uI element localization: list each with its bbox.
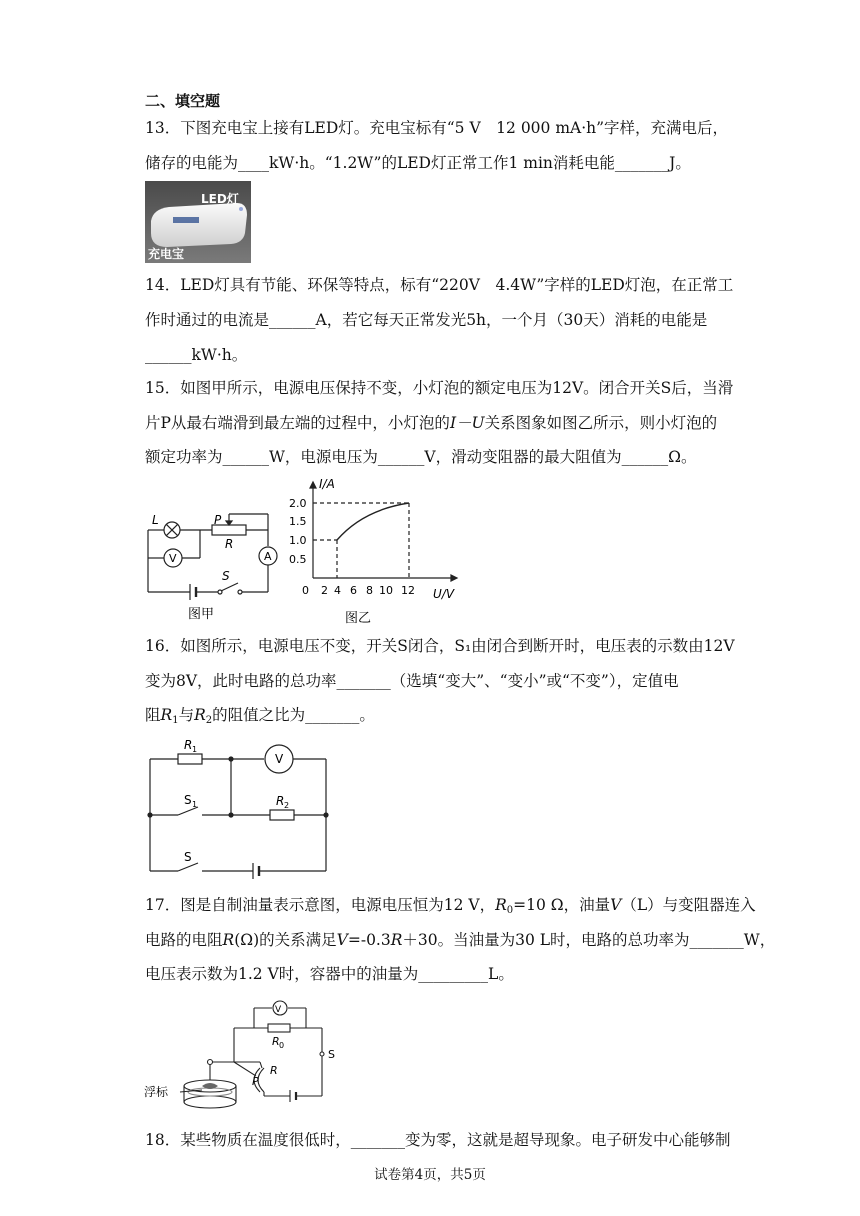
q15-xtick-10: 10 [379, 584, 393, 597]
q17-label-float: 浮标 [144, 1085, 169, 1099]
q17-oil-gauge-figure [140, 992, 360, 1112]
q16-label-V: V [275, 752, 284, 766]
q15-line2: 片P从最右端滑到最左端的过程中，小灯泡的I－U关系图象如图乙所示，则小灯泡的 [145, 414, 718, 432]
q16-line2: 变为8V，此时电路的总功率_______（选填“变大”、“变小”或“不变”），定值电 [145, 672, 679, 690]
q16-label-R2: R [276, 794, 285, 808]
q15-xtick-2: 2 [321, 584, 328, 597]
q13-line1: 13．下图充电宝上接有LED灯。充电宝标有“5 V 12 000 mA·h”字样，充满电后， [145, 119, 729, 137]
q15-graph-ylabel: I/A [319, 477, 335, 491]
q15-ytick-0.5: 0.5 [289, 553, 307, 566]
q15-line3: 额定功率为______W，电源电压为______V，滑动变阻器的最大阻值为______Ω。 [145, 448, 697, 466]
q18-line1: 18．某些物质在温度很低时，_______变为零，这就是超导现象。电子研发中心能够制 [145, 1131, 731, 1149]
q17-label-R0-sub: 0 [279, 1041, 285, 1050]
q16-line1: 16．如图所示，电源电压不变，开关S闭合，S₁由闭合到断开时，电压表的示数由12V [145, 637, 735, 655]
q15-xtick-8: 8 [366, 584, 373, 597]
q16-label-R1: R [184, 738, 193, 752]
q15-ytick-1.0: 1.0 [289, 534, 307, 547]
q15-label-L: L [152, 513, 159, 527]
q14-line2: 作时通过的电流是______A，若它每天正常发光5h，一个月（30天）消耗的电能是 [145, 311, 708, 329]
q15-label-A: A [264, 550, 272, 563]
q16-label-R2-sub: 2 [284, 801, 290, 810]
q15-line1: 15．如图甲所示，电源电压保持不变，小灯泡的额定电压为12V。闭合开关S后，当滑 [145, 379, 734, 397]
q14-line3: ______kW·h。 [145, 346, 248, 364]
power-bank-photo [145, 181, 251, 263]
q17-label-R0: R [272, 1035, 280, 1048]
q15-label-V: V [169, 552, 177, 565]
q16-circuit-figure [140, 735, 360, 880]
q15-circuit-figure [140, 496, 290, 626]
q15-xtick-4: 4 [334, 584, 341, 597]
section-title: 二、填空题 [145, 92, 221, 110]
q16-label-R1-sub: 1 [192, 745, 198, 754]
q17-line1: 17．图是自制油量表示意图，电源电压恒为12 V，$R_0=10$ Ω，油量V（L）与变阻器连入 [145, 896, 756, 916]
q15-caption-b: 图乙 [345, 611, 372, 626]
q15-label-P: P [214, 513, 222, 527]
q17-label-V: V [275, 1005, 282, 1015]
q17-label-R: R [270, 1064, 278, 1077]
q15-ytick-1.5: 1.5 [289, 515, 307, 528]
q16-label-S1-sub: 1 [192, 800, 198, 809]
q15-ytick-2.0: 2.0 [289, 497, 307, 510]
q13-line2: 储存的电能为____kW·h。“1.2W”的LED灯正常工作1 min消耗电能_______J。 [145, 154, 691, 172]
q16-label-S: S [184, 850, 192, 864]
page-footer: 试卷第4页，共5页 [374, 1167, 486, 1183]
photo-label-powerbank: 充电宝 [148, 247, 185, 261]
q17-line2: 电路的电阻R(Ω)的关系满足V=-0.3R＋30。当油量为30 L时，电路的总功率为_______W， [145, 931, 776, 949]
q16-label-S1: S [184, 793, 192, 807]
q15-label-R: R [225, 537, 234, 551]
q17-line3: 电压表示数为1.2 V时，容器中的油量为_________L。 [145, 965, 514, 983]
photo-label-led: LED灯 [201, 192, 239, 206]
q16-line3: 阻$R_1$与$R_2$的阻值之比为_______。 [145, 706, 375, 726]
q15-xtick-0: 0 [302, 584, 309, 597]
q15-graph-xlabel: U/V [433, 587, 455, 601]
q17-label-P: P [252, 1075, 259, 1088]
q15-xtick-12: 12 [401, 584, 415, 597]
q17-label-S: S [328, 1048, 335, 1061]
q15-xtick-6: 6 [350, 584, 357, 597]
q15-iu-graph [283, 472, 463, 632]
q14-line1: 14．LED灯具有节能、环保等特点，标有“220V 4.4W”字样的LED灯泡，在正常工 [145, 276, 734, 294]
q15-caption-a: 图甲 [188, 607, 215, 622]
q15-label-S: S [222, 569, 230, 583]
